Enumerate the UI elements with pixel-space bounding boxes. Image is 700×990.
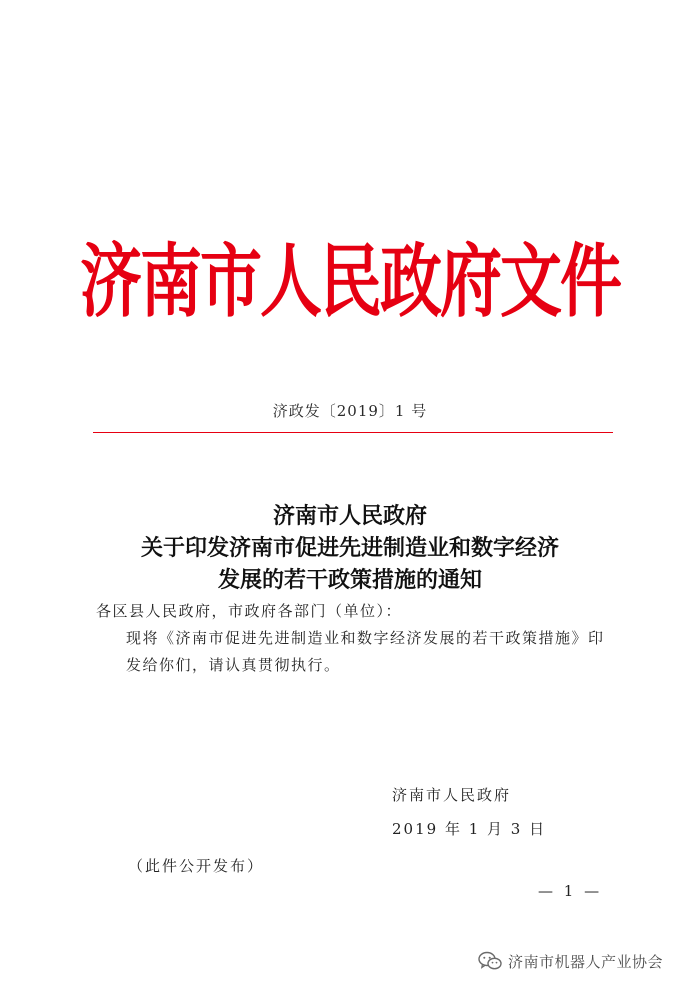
masthead-title: 济南市人民政府文件 xyxy=(79,234,620,329)
wechat-watermark xyxy=(478,948,663,974)
publish-note: （此件公开发布） xyxy=(128,857,265,875)
salutation: 各区县人民政府，市政府各部门（单位）： xyxy=(96,602,403,620)
body-paragraph: 现将《济南市促进先进制造业和数字经济发展的若干政策措施》印发给你们，请认真贯彻执行。 xyxy=(126,629,605,674)
red-separator-line xyxy=(93,432,613,433)
signing-date: 2019 年 1 月 3 日 xyxy=(392,820,547,838)
watermark-text: 济南市机器人产业协会 xyxy=(508,952,664,971)
document-number: 济政发〔2019〕1 号 xyxy=(272,402,428,420)
page-number: — 1 — xyxy=(538,882,603,900)
notice-title xyxy=(0,500,700,596)
notice-body xyxy=(96,598,616,679)
wechat-icon xyxy=(478,951,502,971)
signer-name: 济南市人民政府 xyxy=(392,786,512,804)
title-line-3: 发展的若干政策措施的通知 xyxy=(217,567,482,593)
title-line-2: 关于印发济南市促进先进制造业和数字经济 xyxy=(140,535,559,561)
title-line-1: 济南市人民政府 xyxy=(272,503,427,529)
